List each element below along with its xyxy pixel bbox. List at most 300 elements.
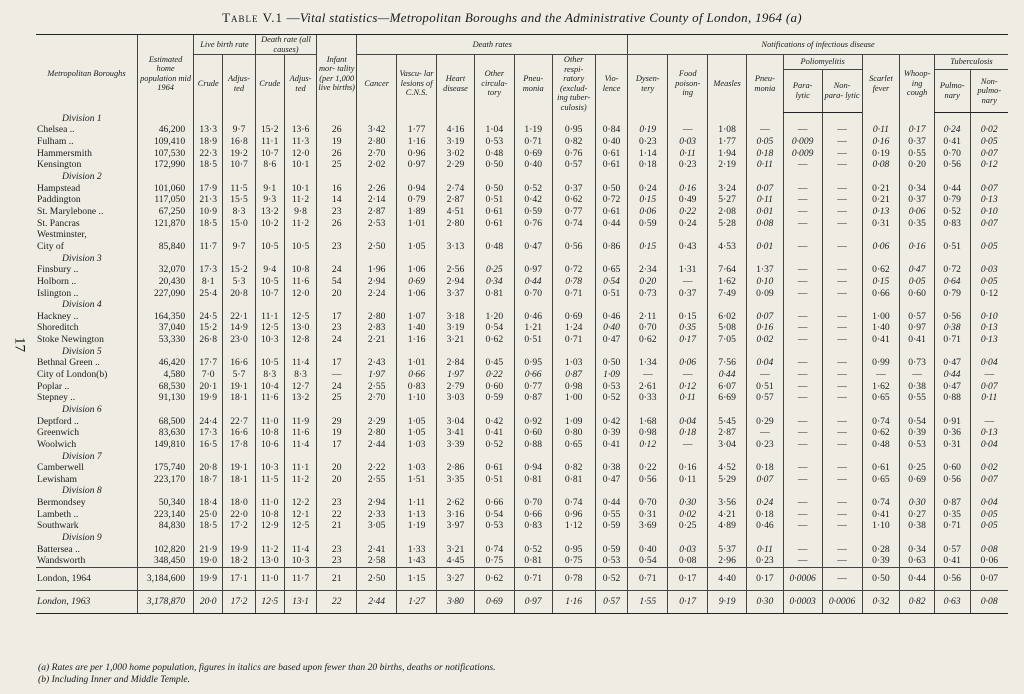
- data-cell: 0·15: [628, 194, 668, 206]
- data-cell: 0·69: [552, 310, 595, 322]
- data-cell: 0·11: [747, 194, 784, 206]
- data-cell: 0·81: [514, 474, 552, 486]
- data-cell: 0·30: [747, 590, 784, 613]
- table-row: [36, 555, 1008, 567]
- data-cell: 24: [317, 334, 357, 346]
- data-cell: 1·00: [552, 392, 595, 404]
- division-spacer: [255, 299, 284, 311]
- data-cell: 2·29: [437, 159, 475, 171]
- data-cell: 1·13: [397, 508, 437, 520]
- col-birth-crude: Crude: [194, 55, 223, 113]
- data-cell: [317, 229, 357, 241]
- data-cell: 5·45: [708, 415, 747, 427]
- data-cell: —: [783, 555, 822, 567]
- data-cell: 0·60: [514, 427, 552, 439]
- division-spacer: [138, 532, 194, 544]
- division-spacer: [822, 112, 862, 124]
- division-row: [36, 171, 1008, 183]
- division-spacer: [194, 404, 223, 416]
- division-spacer: [397, 485, 437, 497]
- data-cell: 0·05: [970, 276, 1008, 288]
- data-cell: 17·3: [194, 427, 223, 439]
- data-cell: 18·4: [194, 497, 223, 509]
- division-spacer: [397, 112, 437, 124]
- data-cell: 0·009: [783, 147, 822, 159]
- division-spacer: [934, 252, 970, 264]
- data-cell: 0·25: [474, 264, 514, 276]
- data-cell: 0·56: [934, 159, 970, 171]
- data-cell: [708, 229, 747, 241]
- data-cell: 0·23: [628, 136, 668, 148]
- data-cell: —: [822, 567, 862, 590]
- data-cell: 0·13: [970, 194, 1008, 206]
- col-violence: Vio- lence: [595, 55, 627, 113]
- data-cell: 22: [317, 590, 357, 613]
- data-cell: 1·11: [397, 497, 437, 509]
- data-cell: 23: [317, 555, 357, 567]
- data-cell: 0·75: [552, 555, 595, 567]
- data-cell: 0·0003: [783, 590, 822, 613]
- data-cell: —: [747, 124, 784, 136]
- data-cell: 0·03: [668, 136, 708, 148]
- data-cell: 0·61: [862, 462, 900, 474]
- data-cell: 1·00: [862, 310, 900, 322]
- population-value: 32,070: [138, 264, 194, 276]
- data-cell: 3·04: [708, 439, 747, 451]
- data-cell: 0·62: [862, 264, 900, 276]
- division-spacer: [628, 404, 668, 416]
- data-cell: 0·42: [595, 415, 627, 427]
- data-cell: 0·18: [747, 508, 784, 520]
- data-cell: —: [783, 357, 822, 369]
- data-cell: 0·10: [970, 206, 1008, 218]
- data-cell: 0·95: [552, 543, 595, 555]
- data-cell: 0·55: [900, 392, 935, 404]
- data-cell: 0·84: [595, 124, 627, 136]
- division-spacer: [474, 450, 514, 462]
- division-label: Division 8: [62, 485, 102, 497]
- footnote-b: (b) Including Inner and Middle Temple.: [38, 674, 191, 685]
- data-cell: 10·8: [255, 508, 284, 520]
- data-cell: —: [822, 439, 862, 451]
- data-cell: 0·03: [970, 264, 1008, 276]
- population-value: 20,430: [138, 276, 194, 288]
- data-cell: 22: [317, 508, 357, 520]
- data-cell: 0·11: [747, 543, 784, 555]
- data-cell: 0·47: [934, 380, 970, 392]
- data-cell: 9·7: [223, 241, 255, 253]
- population-value: 83,630: [138, 427, 194, 439]
- data-cell: 0·41: [934, 555, 970, 567]
- division-spacer: [900, 485, 935, 497]
- division-spacer: [628, 171, 668, 183]
- division-spacer: [357, 450, 397, 462]
- data-cell: 19: [317, 427, 357, 439]
- data-cell: 16·5: [194, 439, 223, 451]
- division-spacer: [628, 112, 668, 124]
- table-title: [0, 10, 1024, 26]
- division-spacer: [284, 171, 316, 183]
- division-spacer: [595, 532, 627, 544]
- division-spacer: [397, 404, 437, 416]
- data-cell: 15·2: [194, 322, 223, 334]
- data-cell: 3·69: [628, 520, 668, 532]
- borough-name: Bermondsey: [37, 497, 86, 509]
- data-cell: 12·0: [284, 287, 316, 299]
- data-cell: 0·80: [552, 427, 595, 439]
- data-cell: —: [822, 124, 862, 136]
- data-cell: 0·12: [668, 380, 708, 392]
- data-cell: 24: [317, 264, 357, 276]
- data-cell: 4·53: [708, 241, 747, 253]
- data-cell: 1·68: [628, 415, 668, 427]
- division-spacer: [474, 171, 514, 183]
- division-spacer: [255, 171, 284, 183]
- division-spacer: [397, 171, 437, 183]
- division-row: [36, 346, 1008, 358]
- data-cell: 0·66: [397, 369, 437, 381]
- data-cell: 0·79: [934, 287, 970, 299]
- data-cell: 1·01: [397, 357, 437, 369]
- division-spacer: [437, 404, 475, 416]
- data-cell: 0·71: [628, 567, 668, 590]
- data-cell: 0·16: [668, 182, 708, 194]
- division-spacer: [595, 112, 627, 124]
- data-cell: —: [783, 508, 822, 520]
- data-cell: 3·19: [437, 322, 475, 334]
- data-cell: 0·74: [552, 217, 595, 229]
- population-value: 101,060: [138, 182, 194, 194]
- data-cell: 0·44: [514, 276, 552, 288]
- division-spacer: [223, 171, 255, 183]
- data-cell: 18·7: [194, 474, 223, 486]
- data-cell: 0·51: [934, 241, 970, 253]
- data-cell: —: [783, 241, 822, 253]
- data-cell: 2·80: [357, 427, 397, 439]
- data-cell: 3·39: [437, 439, 475, 451]
- division-spacer: [628, 252, 668, 264]
- table-row: [36, 182, 1008, 194]
- data-cell: [552, 229, 595, 241]
- data-cell: 19·9: [194, 567, 223, 590]
- data-cell: [822, 229, 862, 241]
- data-cell: 0·70: [514, 287, 552, 299]
- data-cell: 19·9: [194, 392, 223, 404]
- data-cell: 0·08: [747, 217, 784, 229]
- data-cell: —: [783, 217, 822, 229]
- data-cell: 0·50: [474, 182, 514, 194]
- division-spacer: [708, 485, 747, 497]
- division-spacer: [223, 299, 255, 311]
- data-cell: 0·57: [900, 310, 935, 322]
- data-cell: 0·53: [474, 520, 514, 532]
- division-spacer: [970, 171, 1008, 183]
- data-cell: —: [668, 369, 708, 381]
- data-cell: 2·24: [357, 287, 397, 299]
- data-cell: —: [783, 334, 822, 346]
- data-cell: 0·56: [934, 567, 970, 590]
- data-cell: 0·24: [747, 497, 784, 509]
- division-spacer: [397, 450, 437, 462]
- data-cell: 10·3: [255, 462, 284, 474]
- division-spacer: [437, 450, 475, 462]
- data-cell: 0·15: [862, 276, 900, 288]
- data-cell: 0·53: [595, 555, 627, 567]
- data-cell: —: [822, 334, 862, 346]
- table-row: [36, 427, 1008, 439]
- data-cell: 0·41: [862, 334, 900, 346]
- data-cell: 0·07: [970, 217, 1008, 229]
- borough-name: Chelsea ..: [37, 124, 75, 136]
- data-cell: 0·65: [595, 264, 627, 276]
- data-cell: 19·0: [194, 555, 223, 567]
- division-label: Division 4: [62, 299, 102, 311]
- division-spacer: [747, 404, 784, 416]
- table-row: [36, 264, 1008, 276]
- division-spacer: [357, 532, 397, 544]
- data-cell: 0·35: [668, 322, 708, 334]
- col-death-crude: Crude: [255, 55, 284, 113]
- data-cell: 2·86: [437, 462, 475, 474]
- division-spacer: [783, 346, 822, 358]
- data-cell: 0·02: [747, 334, 784, 346]
- data-cell: 10·7: [255, 147, 284, 159]
- data-cell: —: [862, 369, 900, 381]
- data-cell: [668, 229, 708, 241]
- data-cell: 24: [317, 380, 357, 392]
- data-cell: 0·29: [747, 415, 784, 427]
- data-cell: 11·7: [284, 567, 316, 590]
- data-cell: 10·6: [255, 439, 284, 451]
- population-value: 348,450: [138, 555, 194, 567]
- data-cell: 2·11: [628, 310, 668, 322]
- borough-name: Deptford ..: [37, 415, 79, 427]
- division-spacer: [747, 532, 784, 544]
- division-spacer: [138, 171, 194, 183]
- data-cell: 11·2: [284, 474, 316, 486]
- data-cell: 0·56: [552, 241, 595, 253]
- borough-name: Poplar ..: [37, 380, 70, 392]
- data-cell: 10·3: [284, 555, 316, 567]
- data-cell: 2·14: [357, 194, 397, 206]
- division-spacer: [317, 532, 357, 544]
- data-cell: 10·5: [255, 357, 284, 369]
- data-cell: 1·40: [862, 322, 900, 334]
- col-other-respiratory: Other respi- ratory (exclud- ing tuber- culosis): [552, 55, 595, 113]
- data-cell: 5·27: [708, 194, 747, 206]
- population-value: [138, 229, 194, 241]
- division-spacer: [934, 346, 970, 358]
- data-cell: 0·07: [747, 474, 784, 486]
- division-spacer: [783, 252, 822, 264]
- division-spacer: [552, 299, 595, 311]
- division-spacer: [970, 404, 1008, 416]
- data-cell: 0·53: [900, 439, 935, 451]
- data-cell: 0·72: [595, 194, 627, 206]
- data-cell: 13·1: [284, 590, 316, 613]
- division-spacer: [862, 450, 900, 462]
- vital-statistics-table: [36, 34, 1008, 614]
- data-cell: 12·5: [284, 310, 316, 322]
- data-cell: 2·80: [357, 310, 397, 322]
- division-spacer: [595, 404, 627, 416]
- data-cell: —: [822, 241, 862, 253]
- data-cell: 0·44: [708, 369, 747, 381]
- data-cell: 0·66: [514, 508, 552, 520]
- division-spacer: [255, 346, 284, 358]
- population-value: 102,820: [138, 543, 194, 555]
- data-cell: 18·9: [194, 136, 223, 148]
- data-cell: 18·5: [194, 159, 223, 171]
- data-cell: 2·44: [357, 590, 397, 613]
- data-cell: —: [970, 369, 1008, 381]
- data-cell: 0·61: [595, 147, 627, 159]
- data-cell: 0·74: [862, 497, 900, 509]
- data-cell: 21: [317, 567, 357, 590]
- data-cell: 5·08: [708, 322, 747, 334]
- data-cell: 0·13: [970, 427, 1008, 439]
- data-cell: —: [822, 217, 862, 229]
- population-value: 107,530: [138, 147, 194, 159]
- data-cell: —: [783, 497, 822, 509]
- data-cell: 9·8: [284, 206, 316, 218]
- data-cell: —: [783, 276, 822, 288]
- data-cell: 2·55: [357, 474, 397, 486]
- division-spacer: [862, 346, 900, 358]
- data-cell: [194, 229, 223, 241]
- population-value: 53,330: [138, 334, 194, 346]
- data-cell: —: [783, 182, 822, 194]
- data-cell: 0·49: [668, 194, 708, 206]
- data-cell: 19·2: [223, 147, 255, 159]
- data-cell: 0·76: [552, 147, 595, 159]
- data-cell: 0·52: [514, 182, 552, 194]
- division-label: Division 2: [62, 171, 102, 182]
- data-cell: 0·40: [595, 136, 627, 148]
- data-cell: 15·2: [255, 124, 284, 136]
- table-row: [36, 159, 1008, 171]
- data-cell: [437, 229, 475, 241]
- data-cell: 21·3: [194, 194, 223, 206]
- borough-name: Woolwich: [37, 438, 77, 450]
- division-spacer: [783, 112, 822, 124]
- data-cell: 2·26: [357, 182, 397, 194]
- division-spacer: [970, 112, 1008, 124]
- data-cell: 10·5: [284, 241, 316, 253]
- data-cell: 0·02: [668, 508, 708, 520]
- data-cell: 0·55: [595, 508, 627, 520]
- division-spacer: [822, 252, 862, 264]
- data-cell: 3·35: [437, 474, 475, 486]
- division-spacer: [357, 346, 397, 358]
- data-cell: 0·66: [514, 369, 552, 381]
- col-pneumonia-notif: Pneu- monia: [747, 55, 784, 113]
- data-cell: 8·3: [284, 369, 316, 381]
- population-value: 46,420: [138, 357, 194, 369]
- data-cell: 5·28: [708, 217, 747, 229]
- data-cell: 2·22: [357, 462, 397, 474]
- data-cell: 0·19: [862, 147, 900, 159]
- data-cell: 0·33: [628, 392, 668, 404]
- data-cell: 2·94: [357, 497, 397, 509]
- division-spacer: [822, 299, 862, 311]
- division-spacer: [822, 171, 862, 183]
- data-cell: 0·65: [552, 439, 595, 451]
- data-cell: 10·7: [255, 287, 284, 299]
- data-cell: —: [822, 520, 862, 532]
- population-value: 117,050: [138, 194, 194, 206]
- data-cell: 14·9: [223, 322, 255, 334]
- data-cell: 0·98: [552, 380, 595, 392]
- col-non-paralytic: Non- para- lytic: [822, 70, 862, 112]
- data-cell: 2·33: [357, 508, 397, 520]
- data-cell: 0·05: [747, 136, 784, 148]
- data-cell: 0·40: [514, 159, 552, 171]
- data-cell: 9·4: [255, 264, 284, 276]
- division-spacer: [822, 404, 862, 416]
- table-row: [36, 439, 1008, 451]
- data-cell: 0·23: [747, 555, 784, 567]
- division-spacer: [317, 346, 357, 358]
- division-label: Division 5: [62, 345, 102, 357]
- data-cell: —: [783, 287, 822, 299]
- data-cell: 4·45: [437, 555, 475, 567]
- data-cell: 2·94: [357, 276, 397, 288]
- population-value: 223,140: [138, 508, 194, 520]
- division-spacer: [255, 252, 284, 264]
- division-spacer: [138, 299, 194, 311]
- division-spacer: [934, 171, 970, 183]
- data-cell: 3·24: [708, 182, 747, 194]
- data-cell: 9·1: [255, 182, 284, 194]
- data-cell: 0·0006: [783, 567, 822, 590]
- col-death-rate-all: Death rate (all causes): [255, 35, 317, 55]
- population-value: 37,040: [138, 322, 194, 334]
- data-cell: 0·08: [862, 159, 900, 171]
- data-cell: 0·37: [552, 182, 595, 194]
- table-row: [36, 497, 1008, 509]
- data-cell: 0·95: [552, 124, 595, 136]
- data-cell: 13·6: [284, 124, 316, 136]
- division-spacer: [317, 299, 357, 311]
- data-cell: 0·76: [514, 217, 552, 229]
- data-cell: 0·54: [474, 322, 514, 334]
- division-spacer: [194, 299, 223, 311]
- division-spacer: [223, 450, 255, 462]
- data-cell: 1·03: [397, 439, 437, 451]
- data-cell: 11·2: [284, 217, 316, 229]
- division-spacer: [138, 404, 194, 416]
- division-spacer: [747, 346, 784, 358]
- data-cell: 0·69: [474, 590, 514, 613]
- data-cell: 0·86: [595, 241, 627, 253]
- table-row: [36, 357, 1008, 369]
- data-cell: 0·05: [970, 241, 1008, 253]
- col-birth-adjusted: Adjus- ted: [223, 55, 255, 113]
- data-cell: 0·11: [668, 474, 708, 486]
- division-spacer: [514, 404, 552, 416]
- data-cell: 0·47: [900, 264, 935, 276]
- data-cell: 3·21: [437, 334, 475, 346]
- data-cell: —: [970, 415, 1008, 427]
- division-spacer: [552, 346, 595, 358]
- data-cell: 13·2: [284, 392, 316, 404]
- data-cell: 1·97: [437, 369, 475, 381]
- data-cell: 8·6: [255, 159, 284, 171]
- population-value: 67,250: [138, 206, 194, 218]
- data-cell: 0·05: [970, 136, 1008, 148]
- data-cell: 2·80: [357, 136, 397, 148]
